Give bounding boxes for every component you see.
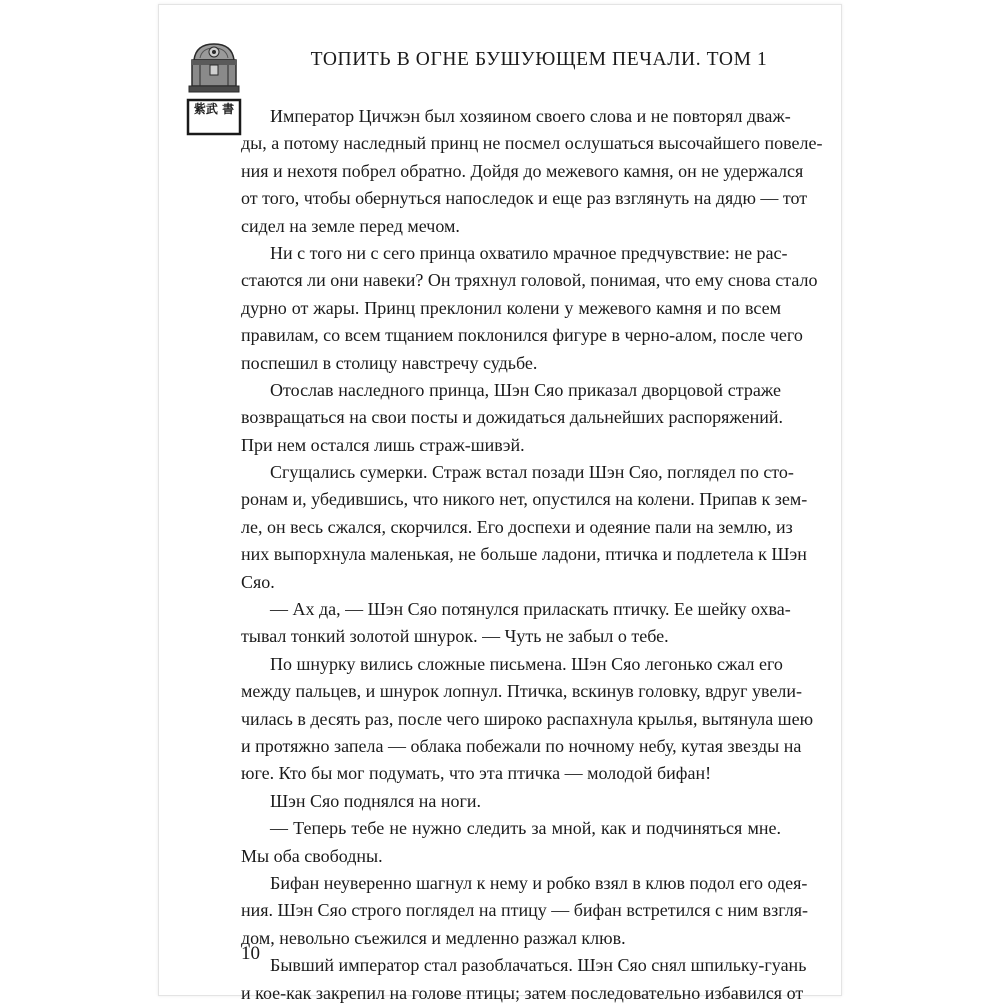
text-line: ния и нехотя побрел обратно. Дойдя до межевого камня, он не удержался [241,160,804,181]
text-line: чилась в десять раз, после чего широко распахнула крылья, вытянула шею [241,708,814,729]
text-line: ния. Шэн Сяо строго поглядел на птицу — бифан встретился с ним взгля- [241,900,808,921]
text-line: ронам и, убедившись, что никого нет, опустился на колени. Припав к зем- [241,489,808,510]
text-line: и протяжно запела — облака побежали по ночному небу, кутая звезды на [241,735,802,756]
text-line: По шнурку вились сложные письмена. Шэн Сяо легонько сжал его [270,653,783,674]
page-number: 10 [241,943,260,964]
text-line: Мы оба свободны. [241,845,383,866]
text-line: дурно от жары. Принц преклонил колени у межевого камня и по всем [241,297,781,318]
text-line: юге. Кто бы мог подумать, что эта птичка — молодой бифан! [241,763,712,784]
text-line: стаются ли они навеки? Он тряхнул головой, понимая, что ему снова стало [241,270,818,291]
text-line: сидел на земле перед мечом. [241,215,460,236]
text-line: Бывший император стал разоблачаться. Шэн Сяо снял шпильку-гуань [270,955,807,976]
text-line: ды, а потому наследный принц не посмел ослушаться высочайшего повеле- [241,133,823,154]
running-head: ТОПИТЬ В ОГНЕ БУШУЮЩЕМ ПЕЧАЛИ. ТОМ 1 [310,49,768,70]
text-line: Император Цичжэн был хозяином своего слова и не повторял дваж- [270,106,791,126]
book-page [158,4,842,1003]
body-text [241,103,823,1007]
text-line: ле, он весь сжался, скорчился. Его доспехи и одеяние пали на землю, из [241,516,793,537]
text-line: и кое-как закрепил на голове птицы; затем последовательно избавился от [241,982,804,1003]
text-line: дом, невольно съежился и медленно разжал клюв. [241,927,626,948]
text-line: Отослав наследного принца, Шэн Сяо приказал дворцовой страже [270,379,781,400]
text-line: от того, чтобы обернуться напоследок и еще раз взглянуть на дядю — тот [241,188,808,209]
logo-glyphs: 紫武 書 [193,102,235,116]
text-line: Сгущались сумерки. Страж встал позади Шэн Сяо, поглядел по сто- [270,462,794,483]
text-line: — Теперь тебе не нужно следить за мной, как и подчиняться мне. [270,818,781,839]
text-line: возвращаться на свои посты и дожидаться дальнейших распоряжений. [241,407,784,428]
text-line: Ни с того ни с сего принца охватило мрачное предчувствие: не рас- [270,242,788,263]
text-line: них выпорхнула маленькая, не больше ладони, птичка и подлетела к Шэн [241,544,807,565]
text-line: Сяо. [241,571,275,592]
text-line: поспешил в столицу навстречу судьбе. [241,352,538,373]
text-line: Шэн Сяо поднялся на ноги. [270,790,482,811]
text-line: При нем остался лишь страж-шивэй. [241,434,525,455]
text-line: между пальцев, и шнурок лопнул. Птичка, вскинув головку, вдруг увели- [241,681,802,702]
text-line: Бифан неуверенно шагнул к нему и робко взял в клюв подол его одея- [270,872,808,893]
text-line: тывал тонкий золотой шнурок. — Чуть не забыл о тебе. [241,626,669,647]
text-line: — Ах да, — Шэн Сяо потянулся приласкать птичку. Ее шейку охва- [270,599,791,620]
text-line: правилам, со всем тщанием поклонился фигуре в черно-алом, после чего [241,325,803,346]
publisher-logo [186,38,242,136]
